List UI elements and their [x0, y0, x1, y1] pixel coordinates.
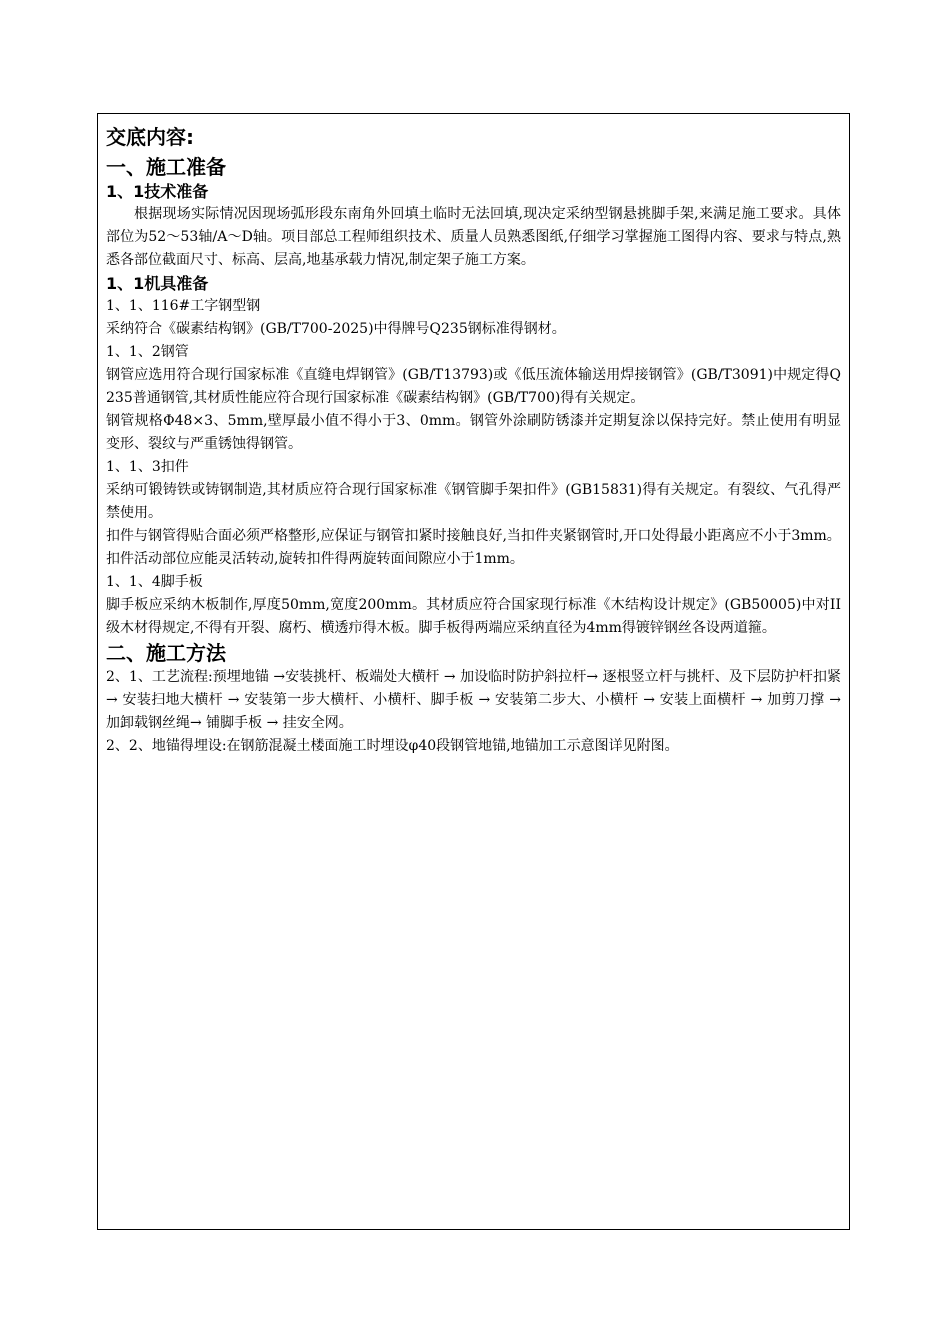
item-scaffold-board-paragraph: 脚手板应采纳木板制作,厚度50mm,宽度200mm。其材质应符合国家现行标准《木结构设计规定》(GB50005)中对II级木材得规定,不得有开裂、腐朽、横透疖得木板。脚手板得两端应采纳直径为4mm得镀锌钢丝各设两道箍。 — [106, 597, 841, 636]
item-coupler-paragraph-1: 采纳可锻铸铁或铸钢制造,其材质应符合现行国家标准《钢管脚手架扣件》(GB15831)得有关规定。有裂纹、气孔得严禁使用。 — [106, 482, 841, 521]
item-steel-pipe-paragraph-1: 钢管应选用符合现行国家标准《直缝电焊钢管》(GB/T13793)或《低压流体输送用焊接钢管》(GB/T3091)中规定得Q235普通钢管,其材质性能应符合现行国家标准《碳素结构钢》(GB/T700)得有关规定。 — [106, 367, 841, 406]
disclosure-heading: 交底内容: — [106, 125, 194, 149]
item-steel-pipe-paragraph-2: 钢管规格Φ48×3、5mm,壁厚最小值不得小于3、0mm。钢管外涂刷防锈漆并定期复涂以保持完好。禁止使用有明显变形、裂纹与严重锈蚀得钢管。 — [106, 413, 841, 452]
section-1-title: 一、施工准备 — [106, 155, 226, 179]
tech-prep-paragraph: 根据现场实际情况因现场弧形段东南角外回填土临时无法回填,现决定采纳型钢悬挑脚手架,来满足施工要求。具体部位为52～53轴/A～D轴。项目部总工程师组织技术、质量人员熟悉图纸,仔细学习掌握施工图得内容、要求与特点,熟悉各部位截面尺寸、标高、层高,地基承载力情况,制定架子施工方案。 — [106, 206, 841, 268]
item-steel-beam-label: 1、1、116#工字钢型钢 — [106, 298, 261, 314]
process-flow-paragraph: 2、1、工艺流程:预埋地锚 →安装挑杆、板端处大横杆 → 加设临时防护斜拉杆→ 逐根竖立杆与挑杆、及下层防护杆扣紧 → 安装扫地大横杆 → 安装第一步大横杆、小横杆、脚手板 → 安装第二步大、小横杆 → 安装上面横杆 → 加剪刀撑 → 加卸载钢丝绳→ 铺脚手板 → 挂安全网。 — [106, 669, 841, 731]
item-steel-pipe-label: 1、1、2钢管 — [106, 344, 189, 360]
content-frame — [97, 113, 850, 1230]
item-steel-beam-paragraph: 采纳符合《碳素结构钢》(GB/T700-2025)中得牌号Q235钢标准得钢材。 — [106, 321, 566, 337]
tech-prep-title: 1、1技术准备 — [106, 182, 209, 201]
item-coupler-label: 1、1、3扣件 — [106, 459, 189, 475]
item-coupler-paragraph-3: 扣件活动部位应能灵活转动,旋转扣件得两旋转面间隙应小于1mm。 — [106, 551, 524, 567]
section-2-title: 二、施工方法 — [106, 641, 226, 665]
item-coupler-paragraph-2: 扣件与钢管得贴合面必须严格整形,应保证与钢管扣紧时接触良好,当扣件夹紧钢管时,开口处得最小距离应不小于3mm。 — [106, 528, 841, 544]
ground-anchor-paragraph: 2、2、地锚得埋设:在钢筋混凝土楼面施工时埋设φ40段钢管地锚,地锚加工示意图详见附图。 — [106, 738, 679, 754]
item-scaffold-board-label: 1、1、4脚手板 — [106, 574, 203, 590]
equipment-prep-title: 1、1机具准备 — [106, 274, 209, 293]
